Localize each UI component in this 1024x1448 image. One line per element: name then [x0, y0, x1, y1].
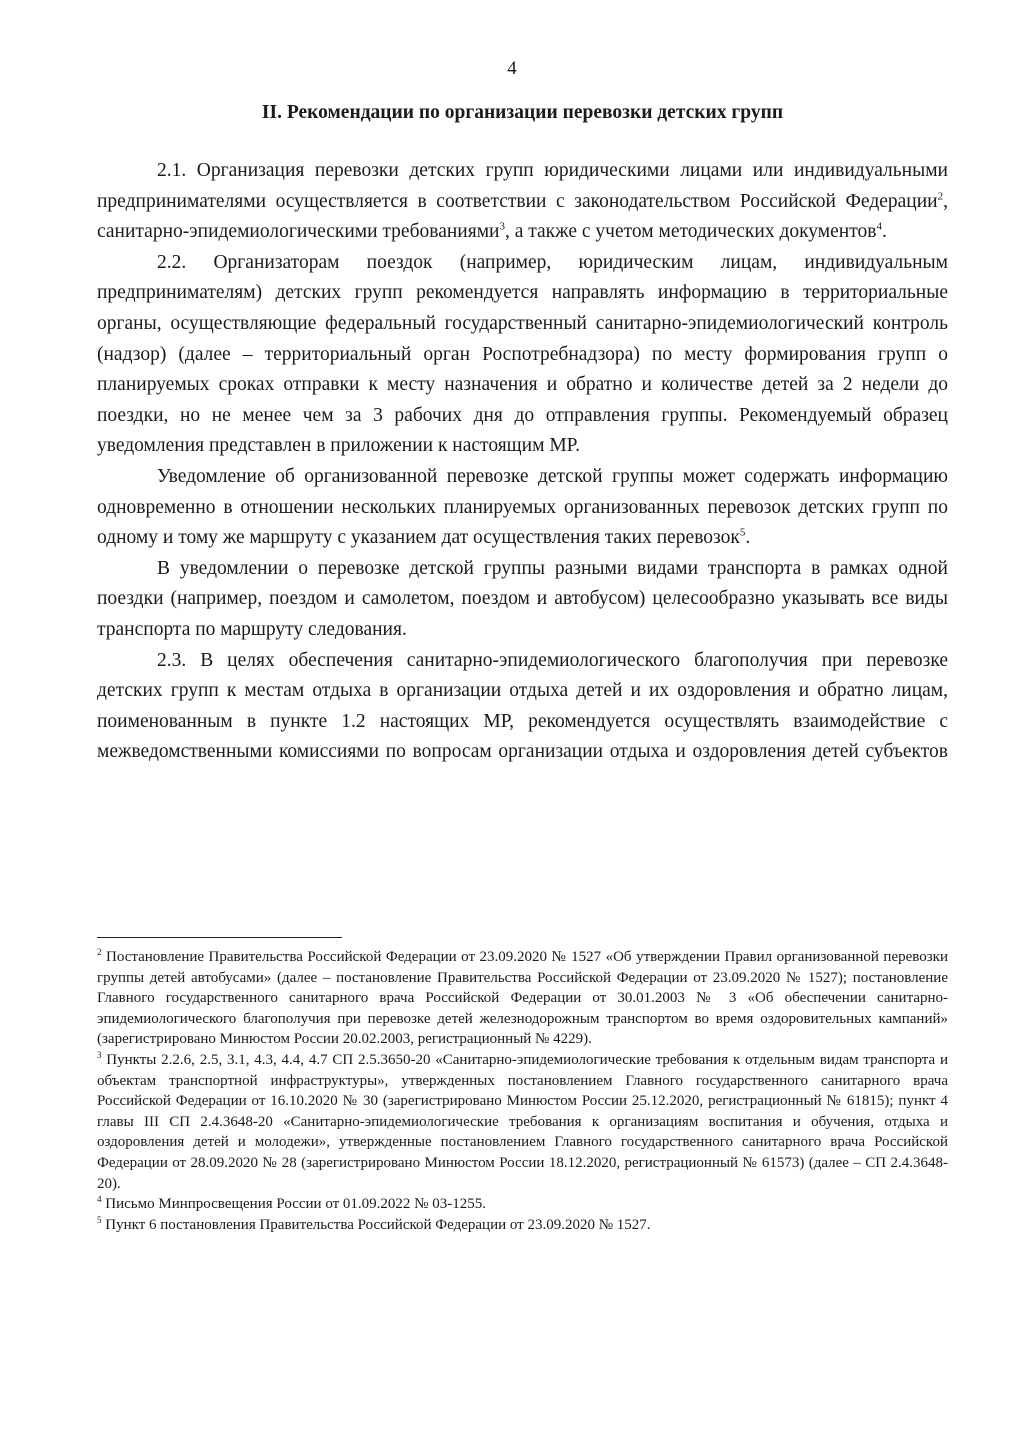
footnote-2 — [97, 947, 948, 1050]
footnote-3 — [97, 1050, 948, 1194]
paragraph-transport-types: В уведомлении о перевозке детской группы разными видами транспорта в рамках одной поездки (например, поездом и самолетом, поездом и автобусом) целесообразно указывать все виды транспорта по маршруту следования. — [97, 557, 948, 640]
footnote-ref: 3 — [499, 220, 505, 233]
footnote-4 — [97, 1194, 948, 1215]
footnote-text: Письмо Минпросвещения России от 01.09.2022 № 03-1255. — [101, 1196, 486, 1213]
paragraph-notification — [97, 462, 948, 554]
paragraph-2-2: 2.2. Организаторам поездок (например, юридическим лицам, индивидуальным предпринимателям) детских групп рекомендуется направлять информацию в территориальные органы, осуществляющие федеральный государственный санитарно-эпидемиологический контроль (надзор) (далее – территориальный орган Роспотребнадзора) по месту формирования групп о планируемых сроках отправки к месту назначения и обратно и количестве детей за 2 недели до поездки, но не менее чем за 3 рабочих дня до отправления группы. Рекомендуемый образец уведомления представлен в приложении к настоящим МР. — [97, 251, 948, 457]
text: . — [745, 527, 751, 549]
footnote-ref: 2 — [937, 190, 944, 203]
page-number: 4 — [507, 58, 517, 79]
section-heading: II. Рекомендации по организации перевозки детских групп — [261, 102, 784, 123]
text: , а также с учетом методических документов — [504, 221, 877, 243]
footnote-5 — [97, 1215, 948, 1236]
text: . — [881, 221, 887, 243]
text: , санитарно-эпидемиологическими требованиями — [97, 190, 948, 243]
paragraph-2-3: 2.3. В целях обеспечения санитарно-эпидемиологического благополучия при перевозке детских групп к местам отдыха в организации отдыха детей и их оздоровления и обратно лицам, поименованным в пункте 1.2 настоящих МР, рекомендуется осуществлять взаимодействие с межведомственными комиссиями по вопросам организации отдыха и оздоровления детей субъектов — [97, 649, 948, 763]
body-text — [97, 156, 948, 768]
footnote-ref: 5 — [739, 526, 746, 539]
footnote-separator — [97, 937, 342, 938]
footnote-text: Пункты 2.2.6, 2.5, 3.1, 4.3, 4.4, 4.7 СП 2.5.3650-20 «Санитарно-эпидемиологические требования к отдельным видам транспорта и объектам транспортной инфраструктуры», утвержденных постановлением Главного государственного санитарного врача Российской Федерации от 16.10.2020 № 30 (зарегистрировано Минюстом России 25.12.2020, регистрационный № 61815); пункт 4 главы III СП 2.4.3648-20 «Санитарно-эпидемиологические требования к организациям воспитания и обучения, отдыха и оздоровления детей и молодежи», утвержденные постановлением Главного государственного санитарного врача Российской Федерации от 28.09.2020 № 28 (зарегистрировано Минюстом России 18.12.2020, регистрационный № 61573) (далее – СП 2.4.3648-20). — [97, 1051, 948, 1192]
paragraph-2-1 — [97, 156, 948, 248]
footnote-text: Пункт 6 постановления Правительства Российской Федерации от 23.09.2020 № 1527. — [101, 1216, 651, 1233]
text: 2.1. Организация перевозки детских групп юридическими лицами или индивидуальными предпринимателями осуществляется в соответствии с законодательством Российской Федерации — [97, 160, 948, 212]
footnote-number: 4 — [97, 1194, 102, 1205]
footnote-number: 3 — [97, 1049, 102, 1060]
footnote-text: Постановление Правительства Российской Федерации от 23.09.2020 № 1527 «Об утверждении Правил организованной перевозки группы детей автобусами» (далее – постановление Правительства Российской Федерации от 23.09.2020 № 1527); постановление Главного государственного санитарного врача Российской Федерации от 30.01.2003 № 3 «Об обеспечении санитарно-эпидемиологического благополучия при перевозке детей железнодорожным транспортом во время оздоровительных кампаний» (зарегистрировано Минюстом России 20.02.2003, регистрационный № 4229). — [97, 949, 948, 1048]
footnote-number: 5 — [97, 1214, 102, 1225]
footnote-ref: 4 — [876, 220, 882, 233]
footnote-number: 2 — [97, 947, 102, 957]
footnotes — [97, 947, 948, 1235]
text: Уведомление об организованной перевозке детской группы может содержать информацию одновременно в отношении нескольких планируемых организованных перевозок детских групп по одному и тому же маршруту с указанием дат осуществления таких перевозок — [97, 465, 948, 549]
